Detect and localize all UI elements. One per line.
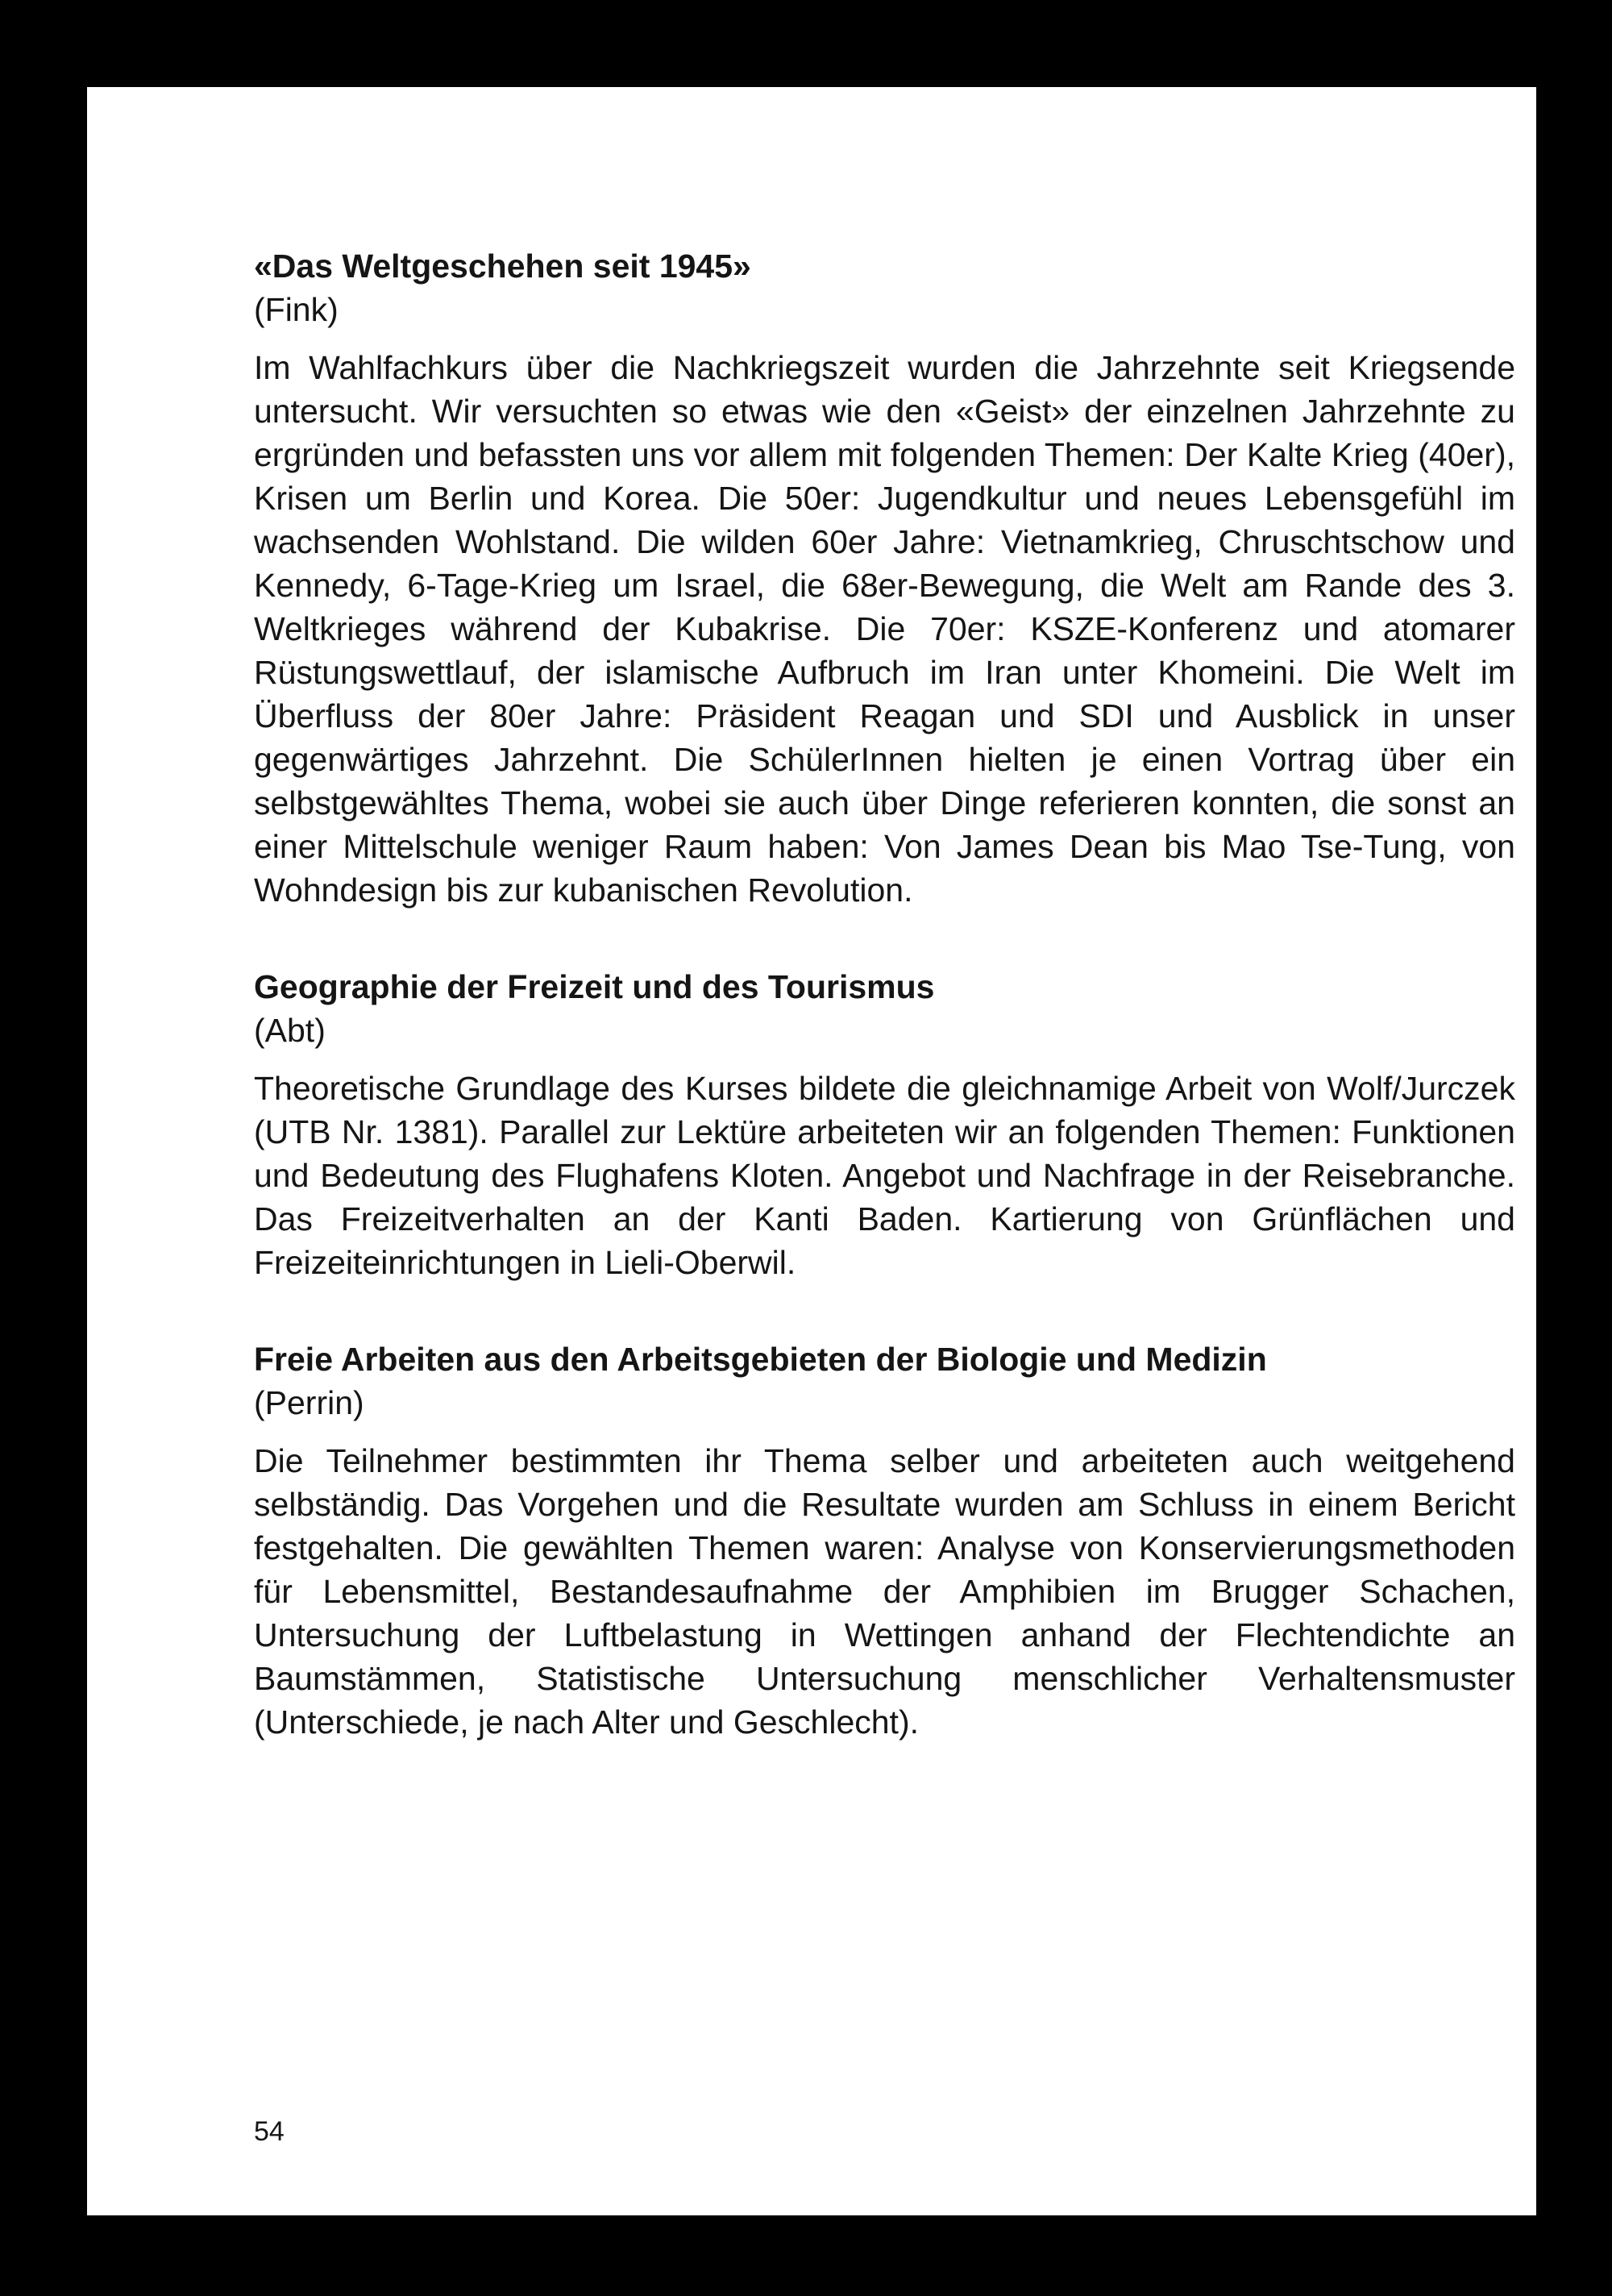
section-heading: Geographie der Freizeit und des Tourismus: [254, 968, 935, 1005]
section-heading: Freie Arbeiten aus den Arbeitsgebieten der Biologie und Medizin: [254, 1341, 1267, 1378]
section-body: Im Wahlfachkurs über die Nachkriegszeit wurden die Jahrzehnte seit Kriegsende untersucht. Wir versuchten so etwas wie den «Geist» der einzelnen Jahrzehnte zu ergründen und befassten uns vor allem mit folgenden Themen: Der Kalte Krieg (40er), Krisen um Berlin und Korea. Die 50er: Jugendkultur und neues Lebensgefühl im wachsenden Wohlstand. Die wilden 60er Jahre: Vietnamkrieg, Chruschtschow und Kennedy, 6-Tage-Krieg um Israel, die 68er-Bewegung, die Welt am Rande des 3. Weltkrieges während der Kubakrise. Die 70er: KSZE-Konferenz und atomarer Rüstungswettlauf, der islamische Aufbruch im Iran unter Khomeini. Die Welt im Überfluss der 80er Jahre: Präsident Reagan und SDI und Ausblick in unser gegenwärtiges Jahrzehnt. Die SchülerInnen hielten je einen Vortrag über ein selbstgewähltes Thema, wobei sie auch über Dinge referieren konnten, die sonst an einer Mittelschule weniger Raum haben: Von James Dean bis Mao Tse-Tung, von Wohndesign bis zur kubanischen Revolution.: [254, 349, 1515, 909]
document-page: [87, 87, 1536, 2215]
section-author: (Perrin): [254, 1384, 364, 1421]
section-weltgeschehen: [254, 244, 1515, 912]
page-number: 54: [254, 2116, 285, 2147]
section-biologie: [254, 1337, 1515, 1744]
section-author: (Fink): [254, 291, 339, 328]
page-content: [254, 244, 1515, 1797]
section-body: Theoretische Grundlage des Kurses bildete die gleichnamige Arbeit von Wolf/Jurczek (UTB Nr. 1381). Parallel zur Lektüre arbeiteten wir an folgenden Themen: Funktionen und Bedeutung des Flughafens Kloten. Angebot und Nachfrage in der Reisebranche. Das Freizeitverhalten an der Kanti Baden. Kartierung von Grünflächen und Freizeiteinrichtungen in Lieli-Oberwil.: [254, 1070, 1515, 1281]
section-author: (Abt): [254, 1012, 326, 1049]
section-heading: «Das Weltgeschehen seit 1945»: [254, 247, 751, 285]
section-geographie: [254, 965, 1515, 1284]
section-body: Die Teilnehmer bestimmten ihr Thema selber und arbeiteten auch weitgehend selbständig. Das Vorgehen und die Resultate wurden am Schluss in einem Bericht festgehalten. Die gewählten Themen waren: Analyse von Konservierungsmethoden für Lebensmittel, Bestandesaufnahme der Amphibien im Brugger Schachen, Untersuchung der Luftbelastung in Wettingen anhand der Flechtendichte an Baumstämmen, Statistische Untersuchung menschlicher Verhaltensmuster (Unterschiede, je nach Alter und Geschlecht).: [254, 1442, 1515, 1741]
